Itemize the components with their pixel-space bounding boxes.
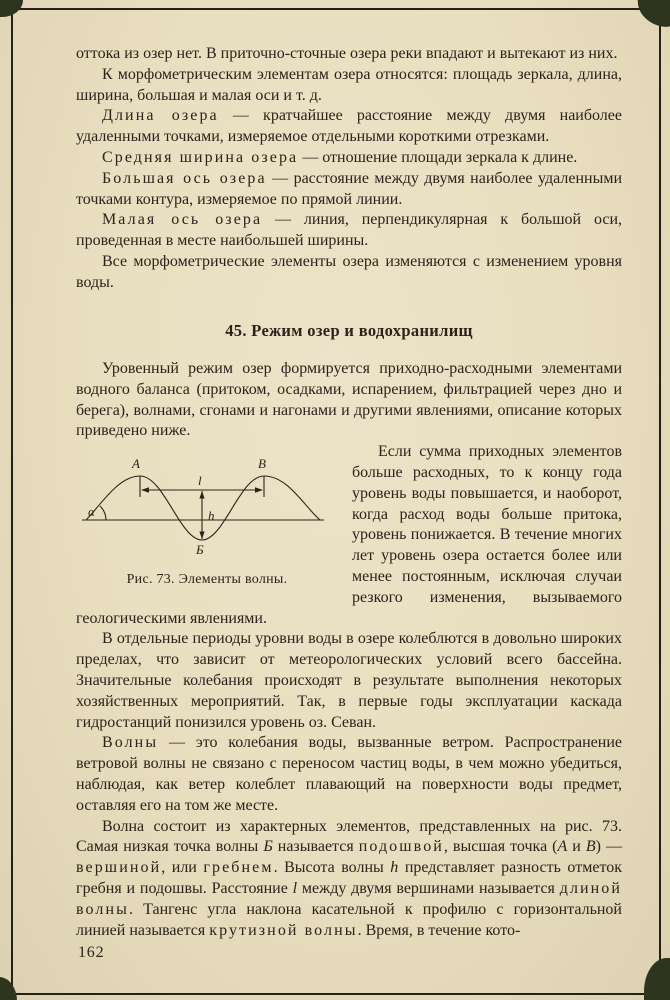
text-segment: Большая ось озера: [102, 169, 267, 187]
text-segment: l: [292, 879, 298, 897]
scan-artifact-top-right: [635, 0, 670, 28]
text-segment: крутизной волны: [209, 921, 358, 939]
text-segment: — линия, перпендикулярная к большой оси, проведенная в месте наибольшей ширины.: [76, 211, 623, 250]
paragraph: [76, 169, 622, 211]
text-segment: длиной волны: [76, 879, 623, 918]
text-segment: Малая ось озера: [102, 211, 263, 229]
paragraph: [76, 252, 622, 294]
text-segment: подошвой: [358, 838, 444, 856]
text-segment: . Время, в течение кото-: [357, 921, 521, 939]
paragraph: [76, 65, 622, 107]
label-angle: α: [88, 504, 95, 520]
text-segment: Длина озера: [102, 107, 219, 125]
label-waveheight: h: [208, 508, 215, 524]
paragraph: [76, 733, 622, 816]
paragraph: [76, 817, 622, 942]
paragraph: [76, 629, 622, 733]
section-heading: 45. Режим озер и водохранилищ: [225, 320, 473, 340]
page-number: 162: [78, 944, 105, 961]
text-segment: и: [567, 838, 586, 856]
paragraph: [76, 106, 622, 148]
paragraph: [76, 359, 622, 442]
paragraph: [76, 148, 622, 169]
paragraph: [76, 44, 622, 65]
text-segment: ) —: [595, 838, 623, 856]
text-segment: Уровенный режим озер формируется приходно-расходными элементами водного баланса (притоком, осадками, испарением, фильтрацией через дно и берега), волнами, сгонами и нагонами и другими явлениями, описание которых приведено ниже.: [76, 360, 622, 440]
figure-caption: Рис. 73. Элементы волны.: [126, 572, 288, 588]
text-segment: — кратчайшее расстояние между двумя наиболее удаленными точками, измеряемое отдельными короткими отрезками.: [76, 107, 622, 146]
text-segment: — это колебания воды, вызванные ветром. Распространение ветровой волны не связано с переносом частиц воды, в чем можно убедиться, наблюдая, как ветер колеблет плавающий на поверхности воды предмет, оставляя его на том же месте.: [76, 734, 622, 814]
text-segment: — отношение площади зеркала к длине.: [298, 148, 578, 166]
text-segment: Средняя ширина озера: [102, 148, 299, 166]
label-wavelength: l: [198, 473, 202, 489]
text-segment: — расстояние между двумя наиболее удаленными точками контура, измеряемое по прямой линии.: [76, 169, 622, 208]
text-segment: . Тангенс угла наклона касательной к профилю с горизонтальной линией называется: [76, 900, 622, 939]
label-crest-b: В: [258, 456, 266, 472]
text-segment: Волна состоит из характерных элементов, представленных на рис. 73. Самая низкая точка волны: [76, 817, 622, 856]
label-crest-a: А: [132, 456, 140, 472]
label-trough: Б: [196, 542, 204, 558]
text-segment: гребнем: [203, 859, 274, 877]
text-segment: , или: [161, 859, 204, 877]
figure-wave: [76, 450, 338, 589]
text-segment: Волны: [102, 734, 159, 752]
text-segment: h: [390, 859, 399, 877]
text-segment: называется: [272, 838, 359, 856]
wave-diagram: [78, 450, 328, 568]
text-segment: . Высота волны: [273, 859, 391, 877]
text-segment: А: [557, 838, 568, 856]
text-segment: В: [585, 838, 596, 856]
scan-artifact-top-left: [0, 0, 23, 17]
text-segment: Если сумма приходных элементов больше расходных, то к концу года уровень воды повышается, и наоборот, когда расход воды больше притока, уровень понижается. В течение многих лет уровень озера остается более или менее постоянным, исключая случаи резкого изменения, вызываемого геологическими явлениями.: [76, 443, 622, 627]
text-segment: К морфометрическим элементам озера относятся: площадь зеркала, длина, ширина, большая и малая оси и т. д.: [76, 65, 622, 104]
text-segment: вершиной: [76, 859, 162, 877]
paragraph: [76, 210, 622, 252]
text-segment: , высшая точка (: [443, 838, 558, 856]
scan-artifact-bottom-left: [0, 977, 17, 1000]
text-segment: между двумя вершинами называется: [297, 879, 560, 897]
text-segment: Б: [263, 838, 273, 856]
text-segment: представляет разность отметок гребня и подошвы. Расстояние: [76, 859, 622, 897]
text-segment: Все морфометрические элементы озера изменяются с изменением уровня воды.: [76, 252, 622, 291]
text-segment: В отдельные периоды уровни воды в озере колеблются в довольно широких пределах, что зависит от метеорологических условий всего бассейна. Значительные колебания происходят в результате выполнения некоторых хозяйственных мероприятий. Так, в первые годы эксплуатации каскада гидростанций понизился уровень оз. Севан.: [76, 630, 622, 731]
text-segment: оттока из озер нет. В приточно-сточные озера реки впадают и вытекают из них.: [76, 45, 618, 62]
text-block: [76, 44, 622, 941]
scan-artifact-bottom-right: [644, 958, 670, 1000]
